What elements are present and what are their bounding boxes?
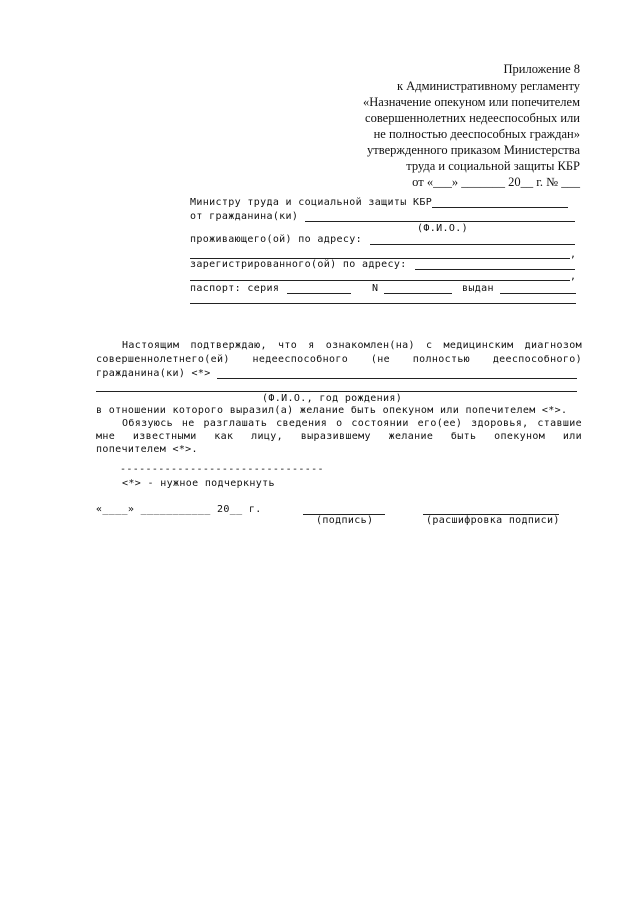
issued-label: выдан	[462, 283, 494, 294]
registered-address-blank-1	[415, 269, 575, 270]
body-line-6: мне известными как лицу, выразившему желание быть опекуном или	[96, 431, 582, 442]
body-line-2: совершеннолетнего(ей) недееспособного (не полностью дееспособного)	[96, 354, 582, 365]
citizen-name-blank	[305, 221, 575, 222]
appendix-line-8: от «___» _______ 20__ г. № ___	[412, 175, 580, 189]
fio-birth-hint: (Ф.И.О., год рождения)	[262, 393, 403, 404]
appendix-line-3: «Назначение опекуном или попечителем	[362, 95, 580, 109]
registered-address-blank-2	[190, 280, 570, 281]
issued-blank	[500, 293, 576, 294]
footnote-text: <*> - нужное подчеркнуть	[122, 478, 275, 489]
passport-series-label: паспорт: серия	[190, 283, 280, 294]
signature-hint: (подпись)	[316, 515, 374, 526]
registered-address-label: зарегистрированного(ой) по адресу:	[190, 259, 407, 270]
appendix-line-4: совершеннолетних недееспособных или	[365, 111, 580, 125]
body-line-4: в отношении которого выразил(а) желание быть опекуном или попечителем <*>.	[96, 405, 568, 416]
to-minister-label: Министру труда и социальной защиты КБР	[190, 197, 433, 208]
appendix-line-6: утвержденного приказом Министерства	[367, 143, 580, 157]
appendix-line-2: к Административному регламенту	[396, 79, 580, 93]
to-minister-blank	[432, 207, 568, 208]
number-sign: N	[372, 283, 379, 294]
issued-blank-2	[190, 303, 576, 304]
residing-address-label: проживающего(ой) по адресу:	[190, 234, 363, 245]
body-line-3: гражданина(ки) <*>	[96, 368, 211, 379]
residing-address-blank-1	[370, 244, 575, 245]
appendix-line-5: не полностью дееспособных граждан»	[373, 127, 580, 141]
comma-mark: ,	[570, 271, 577, 282]
body-line-1: Настоящим подтверждаю, что я ознакомлен(на) с медицинским диагнозом	[122, 340, 582, 351]
appendix-line-7: труда и социальной защиты КБР	[406, 159, 580, 173]
passport-number-blank	[384, 293, 452, 294]
footnote-separator: --------------------------------	[120, 464, 324, 475]
appendix-line-1: Приложение 8	[503, 62, 580, 76]
ward-name-blank-1	[217, 378, 577, 379]
comma-mark: ,	[570, 249, 577, 260]
from-citizen-label: от гражданина(ки)	[190, 211, 299, 222]
decoding-hint: (расшифровка подписи)	[426, 515, 560, 526]
date-line: «____» ___________ 20__ г.	[96, 504, 262, 515]
body-line-7: попечителем <*>.	[96, 444, 198, 455]
passport-series-blank	[287, 293, 351, 294]
body-line-5: Обязуюсь не разглашать сведения о состоянии его(ее) здоровья, ставшие	[122, 418, 582, 429]
fio-hint: (Ф.И.О.)	[417, 223, 468, 234]
ward-name-blank-2	[96, 391, 577, 392]
